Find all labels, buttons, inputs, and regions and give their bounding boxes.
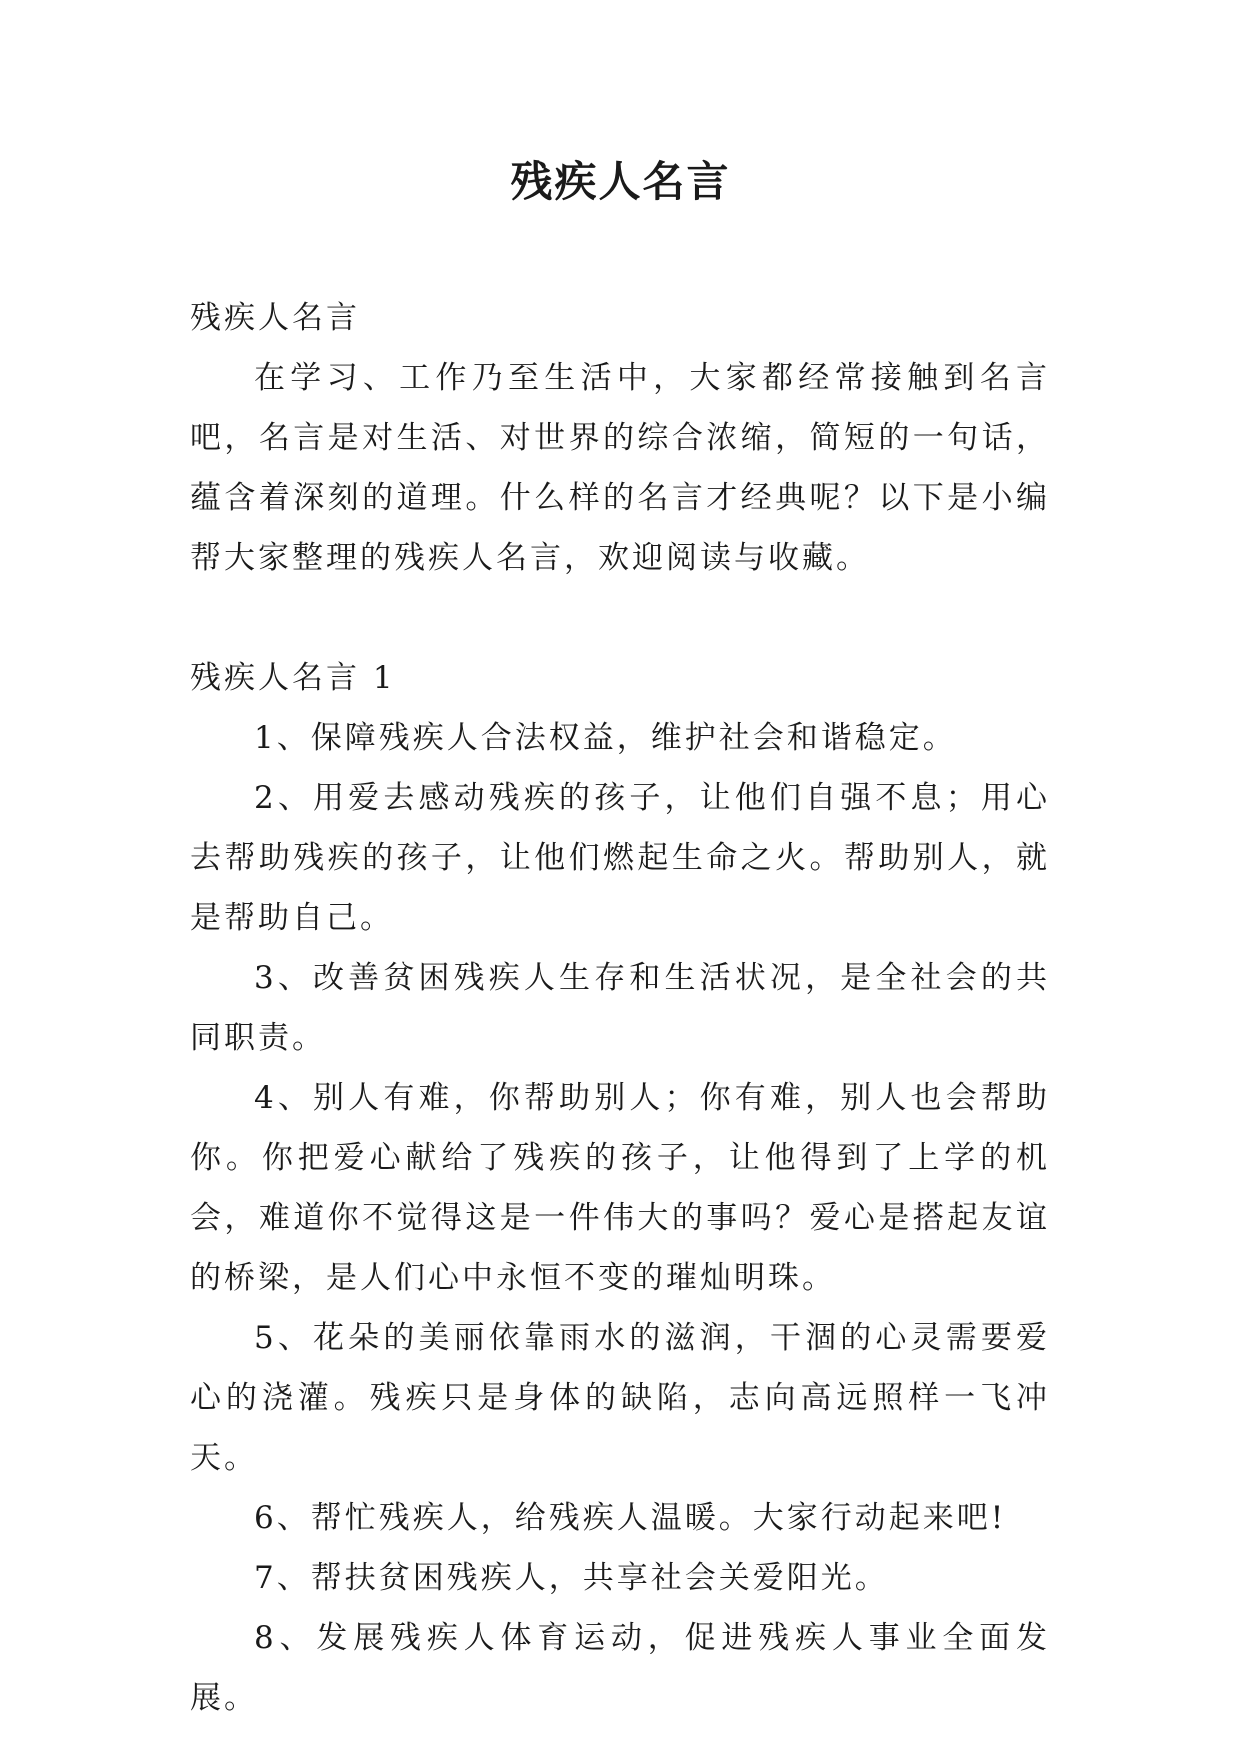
section-heading: 残疾人名言 1: [190, 660, 396, 696]
intro-paragraph: 在学习、工作乃至生活中，大家都经常接触到名言吧，名言是对生活、对世界的综合浓缩，简短的一句话，蕴含着深刻的道理。什么样的名言才经典呢？以下是小编帮大家整理的残疾人名言，欢迎阅读与收藏。: [190, 360, 1050, 576]
quote-item-8: 8、发展残疾人体育运动，促进残疾人事业全面发展。: [190, 1620, 1050, 1716]
quote-item-5: 5、花朵的美丽依靠雨水的滋润，干涸的心灵需要爱心的浇灌。残疾只是身体的缺陷，志向高远照样一飞冲天。: [190, 1320, 1050, 1476]
quote-item-1: 1、保障残疾人合法权益，维护社会和谐稳定。: [254, 720, 957, 756]
paragraph-gap: [190, 588, 1050, 648]
document-title: 残疾人名言: [510, 157, 731, 206]
quote-item-4: 4、别人有难，你帮助别人；你有难，别人也会帮助你。你把爱心献给了残疾的孩子，让他得到了上学的机会，难道你不觉得这是一件伟大的事吗？爱心是搭起友谊的桥梁，是人们心中永恒不变的璀灿明珠。: [190, 1080, 1050, 1296]
document-body: [190, 288, 1050, 1728]
quote-item-7: 7、帮扶贫困残疾人，共享社会关爱阳光。: [254, 1560, 889, 1596]
quote-item-6: 6、帮忙残疾人，给残疾人温暖。大家行动起来吧!: [254, 1500, 1007, 1536]
quote-item-3: 3、改善贫困残疾人生存和生活状况，是全社会的共同职责。: [190, 960, 1050, 1056]
quote-item-2: 2、用爱去感动残疾的孩子，让他们自强不息；用心去帮助残疾的孩子，让他们燃起生命之火。帮助别人，就是帮助自己。: [190, 780, 1050, 936]
subtitle: 残疾人名言: [190, 300, 360, 336]
